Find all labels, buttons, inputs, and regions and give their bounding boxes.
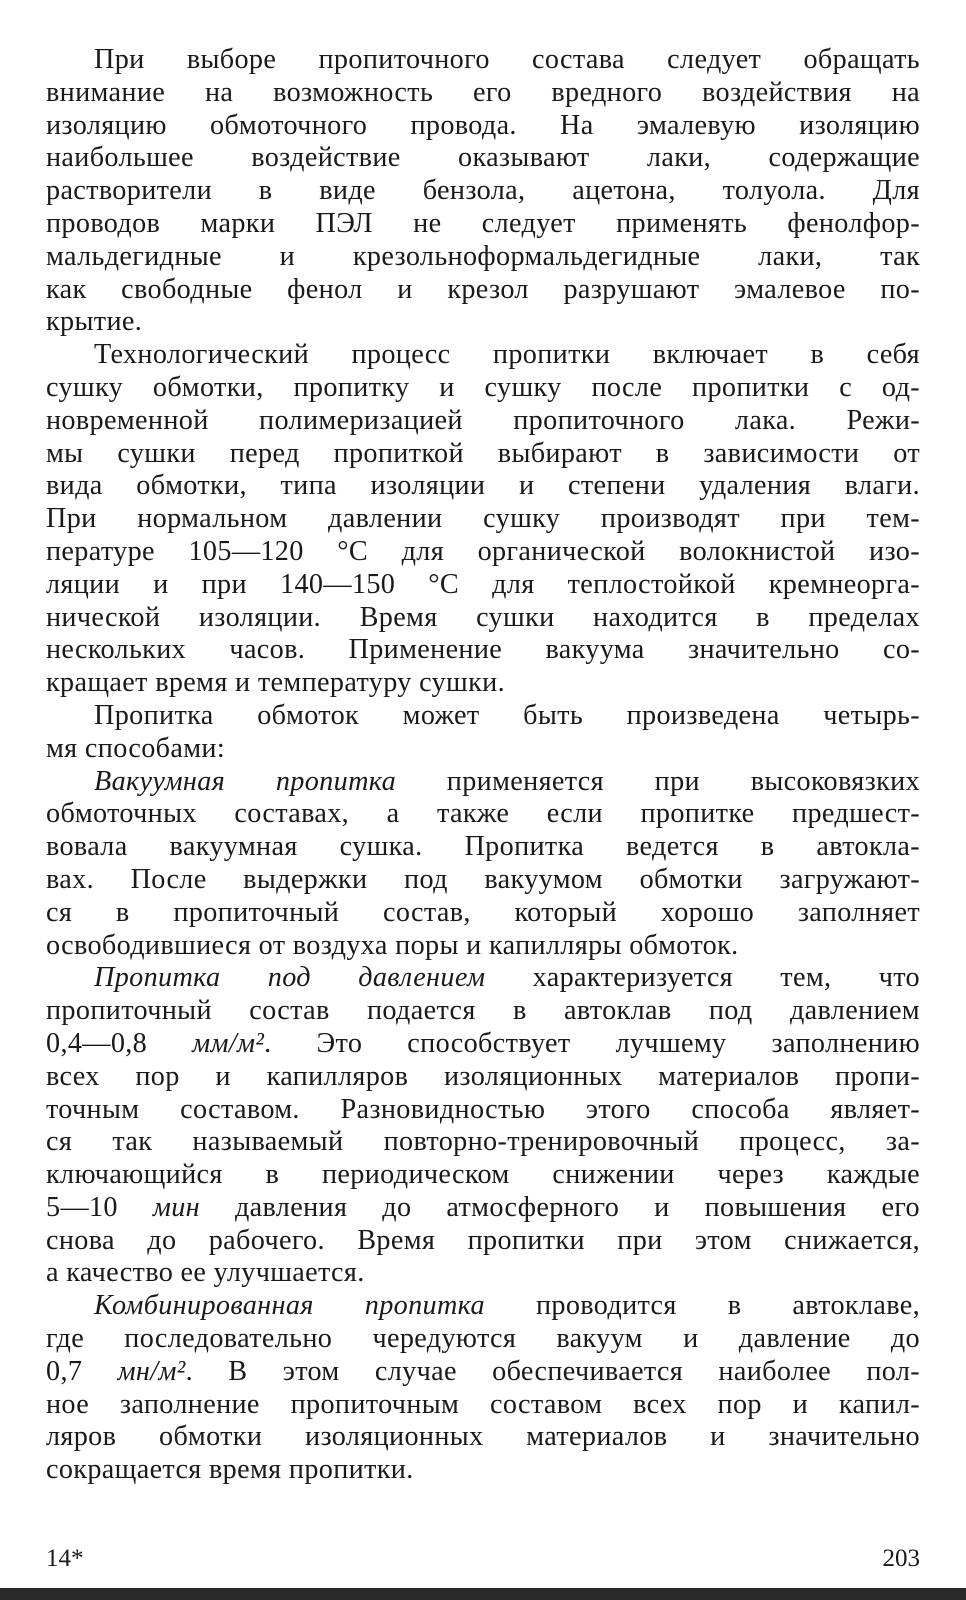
paragraph bbox=[46, 766, 920, 963]
text-run: кращает время и температуру сушки. bbox=[46, 667, 505, 699]
text-run: ся в пропиточный состав, который хорошо заполняет bbox=[46, 896, 920, 928]
text-run: При выборе пропиточного состава следует обращать bbox=[94, 44, 920, 75]
text-run: ляров обмотки изоляционных материалов и значительно bbox=[46, 1421, 920, 1453]
text-run: нескольких часов. Применение вакуума значительно со- bbox=[46, 634, 920, 666]
text-line bbox=[46, 569, 920, 602]
text-run: При нормальном давлении сушку производят при тем- bbox=[46, 503, 920, 535]
text-line bbox=[46, 1421, 920, 1454]
text-line bbox=[46, 897, 920, 930]
text-run: ся так называемый повторно-тренировочный процесс, за- bbox=[46, 1126, 920, 1158]
text-line bbox=[46, 798, 920, 831]
text-line bbox=[46, 1356, 920, 1389]
page-body bbox=[46, 44, 920, 1487]
text-run: вида обмотки, типа изоляции и степени удаления влаги. bbox=[46, 470, 920, 502]
text-run: . В этом случае обеспечивается наиболее пол- bbox=[185, 1355, 920, 1387]
text-run: вах. После выдержки под вакуумом обмотки загружают- bbox=[46, 863, 920, 895]
text-run: мальдегидные и крезольноформальдегидные лаки, так bbox=[46, 240, 920, 272]
text-run: обмоточных составах, а также если пропитке предшест- bbox=[46, 798, 920, 830]
text-run: всех пор и капилляров изоляционных материалов пропи- bbox=[46, 1060, 920, 1092]
text-line bbox=[46, 175, 920, 208]
text-line bbox=[46, 1257, 920, 1290]
text-run: сушку обмотки, пропитку и сушку после пропитки с од- bbox=[46, 371, 920, 403]
paragraph bbox=[46, 962, 920, 1290]
text-run: применяется при высоковязких bbox=[396, 765, 921, 797]
text-line bbox=[46, 503, 920, 536]
text-line bbox=[46, 306, 920, 339]
text-run: проводов марки ПЭЛ не следует применять фенолфор- bbox=[46, 207, 920, 239]
text-line bbox=[46, 1454, 920, 1487]
text-run: Пропитка обмоток может быть произведена четырь- bbox=[94, 699, 920, 731]
text-line bbox=[46, 602, 920, 635]
text-line bbox=[46, 1094, 920, 1127]
text-line bbox=[46, 110, 920, 143]
text-line bbox=[46, 339, 920, 372]
text-line bbox=[46, 995, 920, 1028]
text-run: нической изоляции. Время сушки находится в пределах bbox=[46, 601, 920, 633]
italic-term: Пропитка под давлением bbox=[94, 962, 486, 994]
text-run: 0,4—0,8 bbox=[46, 1027, 193, 1059]
text-run: 0,7 bbox=[46, 1355, 118, 1387]
text-line bbox=[46, 930, 920, 963]
text-line bbox=[46, 208, 920, 241]
text-line bbox=[46, 372, 920, 405]
text-run: внимание на возможность его вредного воздействия на bbox=[46, 76, 920, 108]
text-line bbox=[46, 1290, 920, 1323]
italic-term: мин bbox=[152, 1191, 200, 1223]
text-run: где последовательно чередуются вакуум и давление до bbox=[46, 1323, 920, 1355]
text-line bbox=[46, 864, 920, 897]
text-run: изоляцию обмоточного провода. На эмалевую изоляцию bbox=[46, 109, 920, 141]
text-run: снова до рабочего. Время пропитки при этом снижается, bbox=[46, 1224, 920, 1256]
text-line bbox=[46, 1028, 920, 1061]
text-line bbox=[46, 1159, 920, 1192]
text-run: освободившиеся от воздуха поры и капилляры обмоток. bbox=[46, 929, 739, 961]
text-line bbox=[46, 700, 920, 733]
text-run: ное заполнение пропиточным составом всех пор и капил- bbox=[46, 1388, 920, 1420]
signature-mark: 14* bbox=[46, 1545, 84, 1572]
text-line bbox=[46, 1323, 920, 1356]
paragraph bbox=[46, 44, 920, 339]
text-run: новременной полимеризацией пропиточного лака. Режи- bbox=[46, 404, 920, 436]
text-line bbox=[46, 470, 920, 503]
text-run: крытие. bbox=[46, 306, 143, 338]
text-run: ляции и при 140—150 °С для теплостойкой кремнеорга- bbox=[46, 568, 920, 600]
text-line bbox=[46, 1126, 920, 1159]
paragraph bbox=[46, 339, 920, 700]
text-run: как свободные фенол и крезол разрушают эмалевое по- bbox=[46, 273, 920, 305]
text-line bbox=[46, 1225, 920, 1258]
text-line bbox=[46, 1192, 920, 1225]
text-line bbox=[46, 274, 920, 307]
text-run: характеризуется тем, что bbox=[485, 962, 921, 994]
text-line bbox=[46, 831, 920, 864]
text-run: наибольшее воздействие оказывают лаки, содержащие bbox=[46, 142, 920, 174]
paragraph bbox=[46, 1290, 920, 1487]
text-line bbox=[46, 1061, 920, 1094]
text-run: ключающийся в периодическом снижении через каждые bbox=[46, 1159, 920, 1191]
text-line bbox=[46, 536, 920, 569]
text-line bbox=[46, 405, 920, 438]
text-run: вовала вакуумная сушка. Пропитка ведется в автокла- bbox=[46, 831, 920, 863]
text-line bbox=[46, 44, 920, 77]
text-line bbox=[46, 733, 920, 766]
page-number: 203 bbox=[882, 1545, 920, 1572]
text-line bbox=[46, 766, 920, 799]
italic-term: Комбинированная пропитка bbox=[94, 1290, 485, 1322]
text-run: растворители в виде бензола, ацетона, толуола. Для bbox=[46, 175, 920, 207]
text-run: пературе 105—120 °С для органической волокнистой изо- bbox=[46, 535, 920, 567]
text-run: Технологический процесс пропитки включает в себя bbox=[94, 339, 920, 371]
text-line bbox=[46, 438, 920, 471]
paragraph bbox=[46, 700, 920, 766]
text-line bbox=[46, 1389, 920, 1422]
text-run: мя способами: bbox=[46, 732, 226, 764]
text-run: давления до атмосферного и повышения его bbox=[199, 1191, 921, 1223]
scan-edge bbox=[0, 1588, 966, 1600]
text-line bbox=[46, 142, 920, 175]
text-run: мы сушки перед пропиткой выбирают в зависимости от bbox=[46, 437, 920, 469]
text-line bbox=[46, 667, 920, 700]
italic-term: мм/м² bbox=[192, 1027, 265, 1059]
text-run: . Это способствует лучшему заполнению bbox=[264, 1027, 920, 1059]
italic-term: мн/м² bbox=[117, 1355, 186, 1387]
text-run: а качество ее улучшается. bbox=[46, 1257, 365, 1289]
text-line bbox=[46, 241, 920, 274]
italic-term: Вакуумная пропитка bbox=[94, 765, 397, 797]
text-line bbox=[46, 77, 920, 110]
text-run: сокращается время пропитки. bbox=[46, 1454, 414, 1486]
text-run: проводится в автоклаве, bbox=[484, 1290, 920, 1322]
text-line bbox=[46, 634, 920, 667]
text-run: точным составом. Разновидностью этого способа являет- bbox=[46, 1093, 920, 1125]
text-line bbox=[46, 962, 920, 995]
text-run: пропиточный состав подается в автоклав под давлением bbox=[46, 995, 920, 1027]
text-run: 5—10 bbox=[46, 1191, 153, 1223]
